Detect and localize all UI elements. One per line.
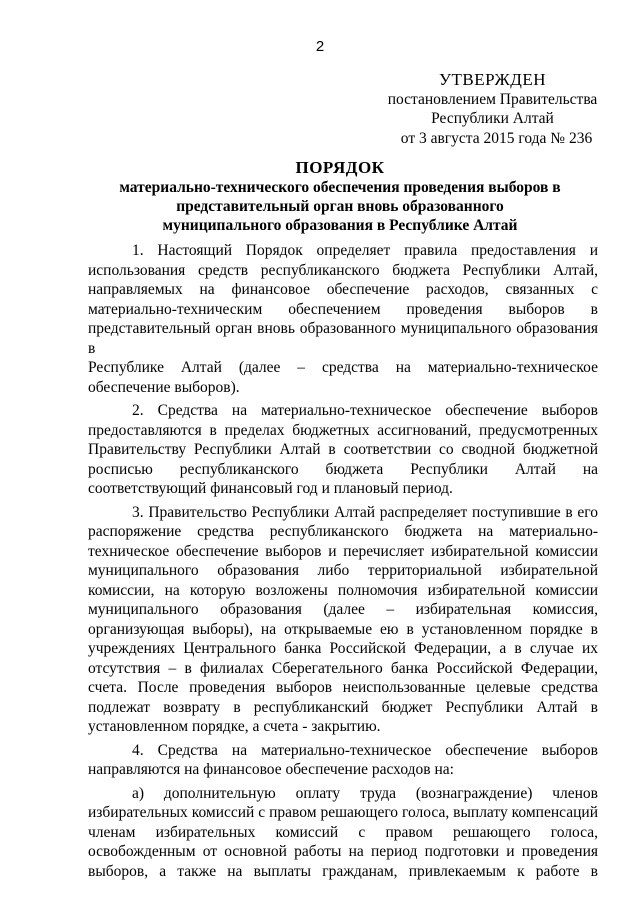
text-line: членам избирательных комиссий с правом решающего голоса, — [88, 823, 598, 841]
paragraph-1 — [88, 241, 598, 397]
text-line: 1. Настоящий Порядок определяет правила предоставления и — [132, 242, 598, 259]
approval-line-republic: Республики Алтай — [431, 110, 554, 127]
text-line: использования средств республиканского бюджета Республики Алтай, — [88, 261, 598, 279]
text-line: техническое обеспечение выборов и перечисляет избирательной комиссии — [88, 542, 598, 560]
approval-stamp — [370, 70, 615, 148]
page-number: 2 — [315, 38, 325, 55]
text-line: росписью республиканского бюджета Республики Алтай на — [88, 460, 598, 478]
text-line: комиссии, на которую возложены полномочия избирательной комиссии — [88, 581, 598, 599]
document-title — [80, 158, 600, 235]
text-line: 3. Правительство Республики Алтай распределяет поступившие в его — [132, 503, 598, 521]
title-heading: ПОРЯДОК — [295, 158, 385, 177]
text-line: направляемых на финансовое обеспечение расходов, связанных с — [88, 281, 598, 298]
text-line: выборов, а также на выплаты гражданам, привлекаемым к работе в — [88, 862, 598, 880]
text-line: освобожденным от основной работы на период подготовки и проведения — [88, 843, 598, 860]
text-line: направляются на финансовое обеспечение расходов на: — [88, 761, 454, 778]
text-line: а) дополнительную оплату труда (вознаграждение) членов — [132, 784, 598, 802]
paragraph-3 — [88, 503, 598, 737]
text-line: избирательных комиссий с правом решающего голоса, выплату компенсаций — [88, 804, 598, 821]
text-line: представительный орган вновь образованного муниципального образования в — [88, 320, 598, 357]
approval-title: УТВЕРЖДЕН — [439, 70, 546, 89]
title-line: муниципального образования в Республике Алтай — [162, 217, 518, 234]
text-line: подлежат возврату в республиканский бюджет Республики Алтай в — [88, 698, 598, 716]
text-line: материально-техническим обеспечением проведения выборов в — [88, 300, 598, 318]
paragraph-2 — [88, 401, 598, 499]
approval-line-resolution: постановлением Правительства — [387, 90, 598, 108]
text-line: Правительству Республики Алтай в соответствии со сводной бюджетной — [88, 441, 598, 458]
text-line: установленном порядке, а счета - закрытию. — [88, 718, 381, 735]
text-line: счета. После проведения выборов неиспользованные целевые средства — [88, 679, 598, 696]
text-line: учреждениях Центрального банка Российской Федерации, а в случае их — [88, 640, 598, 657]
text-line: предоставляются в пределах бюджетных ассигнований, предусмотренных — [88, 421, 598, 439]
text-line: отсутствия – в филиалах Сберегательного банка Российской Федерации, — [88, 659, 598, 677]
title-line: представительный орган вновь образованного — [176, 198, 504, 215]
paragraph-4 — [88, 741, 598, 780]
approval-line-date: от 3 августа 2015 года № 236 — [400, 129, 593, 147]
text-line: муниципального образования либо территориальной избирательной — [88, 562, 598, 579]
text-line: соответствующий финансовый год и плановый период. — [88, 480, 453, 497]
text-line: Республике Алтай (далее – средства на материально-техническое — [88, 359, 598, 376]
document-body — [88, 241, 598, 881]
text-line: обеспечение выборов). — [88, 378, 240, 396]
paragraph-4a — [88, 784, 598, 882]
text-line: 4. Средства на материально-техническое обеспечение выборов — [132, 741, 598, 759]
title-line: материально-технического обеспечения проведения выборов в — [119, 179, 561, 196]
text-line: 2. Средства на материально-техническое обеспечение выборов — [132, 402, 598, 419]
text-line: распоряжение средства республиканского бюджета на материально- — [88, 523, 598, 540]
text-line: муниципального образования (далее – избирательная комиссия, — [88, 601, 598, 618]
text-line: организующая выборы), на открываемые ею в установленном порядке в — [88, 620, 598, 638]
